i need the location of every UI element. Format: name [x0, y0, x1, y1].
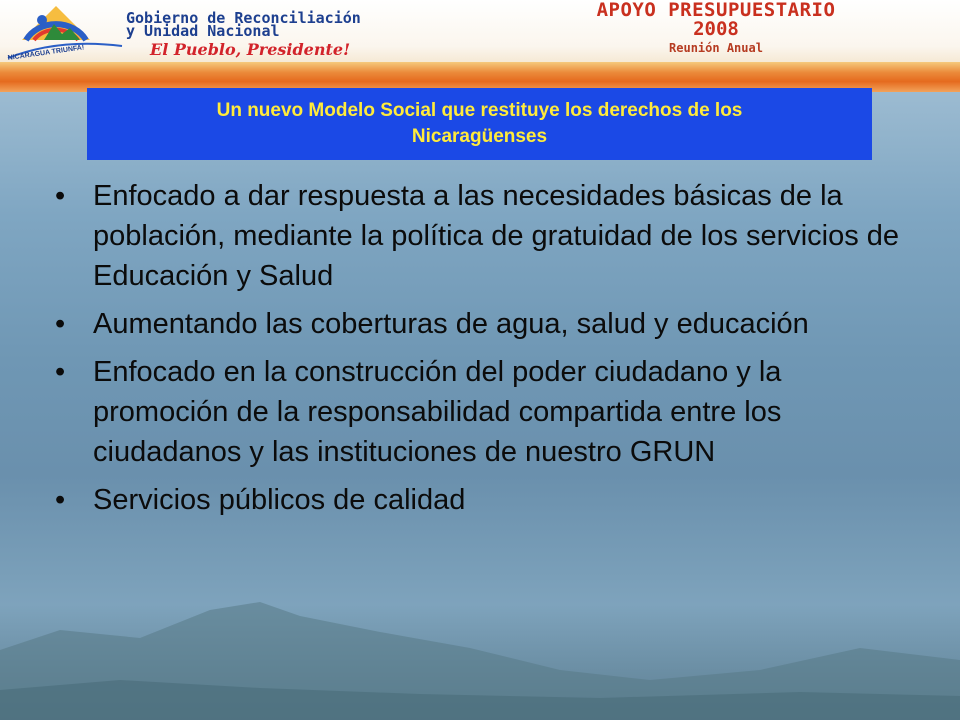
government-name-line2: y Unidad Nacional [126, 22, 280, 40]
slide-title-line1: Un nuevo Modelo Social que restituye los derechos de los [216, 100, 743, 121]
bullet-list [55, 176, 915, 528]
event-title: APOYO PRESUPUESTARIO [596, 0, 836, 21]
bullet-item: • Servicios públicos de calidad [55, 480, 915, 520]
event-title-block [566, 0, 866, 57]
logo-text: NICARAGUA TRIUNFA! [7, 44, 85, 62]
bullet-item: • Enfocado en la construcción del poder ciudadano y la promoción de la responsabilidad compartida entre los ciudadanos y las instituciones de nuestro GRUN [55, 352, 915, 472]
slide-title [217, 98, 743, 150]
government-name-line1: Gobierno de Reconciliación [126, 9, 361, 27]
event-subtitle: Reunión Anual [669, 41, 763, 55]
slide-title-line2: Nicaragüenses [411, 126, 548, 147]
government-logo [4, 0, 124, 66]
background-landscape [0, 520, 960, 720]
slide-title-banner [87, 88, 872, 160]
government-name [126, 9, 361, 40]
bullet-item: • Enfocado a dar respuesta a las necesidades básicas de la población, mediante la política de gratuidad de los servicios de Educación y Salud [55, 176, 915, 296]
slide-header [0, 0, 960, 66]
government-slogan: El Pueblo, Presidente! [150, 40, 351, 59]
bullet-item: • Aumentando las coberturas de agua, salud y educación [55, 304, 915, 344]
event-year: 2008 [693, 18, 739, 40]
